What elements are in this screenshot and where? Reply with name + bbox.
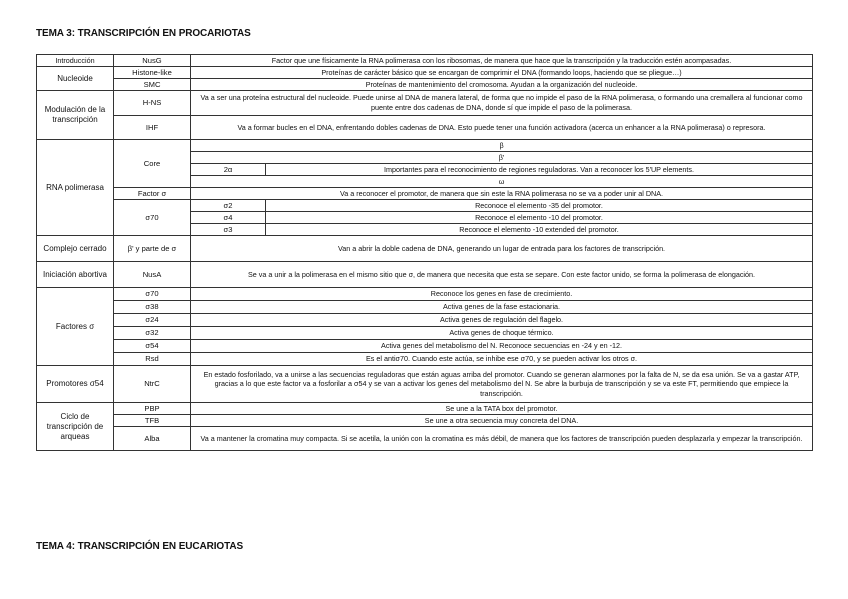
factor-cell: Rsd xyxy=(114,353,191,366)
table-row xyxy=(37,116,813,140)
factor-cell: σ24 xyxy=(114,314,191,327)
description-cell: Se une a la TATA box del promotor. xyxy=(191,403,813,415)
factor-cell: σ54 xyxy=(114,340,191,353)
factor-cell: NusA xyxy=(114,262,191,288)
subunit-cell: ω xyxy=(191,176,813,188)
section-cell: Complejo cerrado xyxy=(37,236,114,262)
section-cell: Introducción xyxy=(37,55,114,67)
factor-cell: σ70 xyxy=(114,288,191,301)
description-cell: Importantes para el reconocimiento de regiones reguladoras. Van a reconocer los 5'UP elements. xyxy=(266,164,813,176)
description-cell: Va a ser una proteína estructural del nucleoide. Puede unirse al DNA de manera lateral, de forma que no impide el paso de la RNA polimerasa, o formando una cremallera al funcionar como puente entre dos cadenas de DNA, donde sí que impide el paso de la polimerasa. xyxy=(191,91,813,116)
description-cell: Reconoce el elemento -35 del promotor. xyxy=(266,200,813,212)
table-row xyxy=(37,200,813,212)
table-row xyxy=(37,427,813,451)
table-row xyxy=(37,91,813,116)
table-row xyxy=(37,415,813,427)
table-row xyxy=(37,262,813,288)
subunit-cell: β xyxy=(191,140,813,152)
factor-cell: σ32 xyxy=(114,327,191,340)
table-row xyxy=(37,403,813,415)
factor-cell: NusG xyxy=(114,55,191,67)
description-cell: Va a formar bucles en el DNA, enfrentando dobles cadenas de DNA. Esto puede tener una función activadora (acerca un enhancer a la RNA polimerasa) o represora. xyxy=(191,116,813,140)
description-cell: Activa genes de la fase estacionaria. xyxy=(191,301,813,314)
transcription-table xyxy=(36,54,813,451)
description-cell: Proteínas de mantenimiento del cromosoma. Ayudan a la organización del nucleoide. xyxy=(191,79,813,91)
factor-cell: Alba xyxy=(114,427,191,451)
section-cell: Promotores σ54 xyxy=(37,366,114,403)
section-cell: RNA polimerasa xyxy=(37,140,114,236)
factor-cell: σ38 xyxy=(114,301,191,314)
description-cell: Factor que une físicamente la RNA polimerasa con los ribosomas, de manera que hace que la transcripción y la traducción estén acompasadas. xyxy=(191,55,813,67)
description-cell: Reconoce el elemento -10 del promotor. xyxy=(266,212,813,224)
table-row xyxy=(37,188,813,200)
factor-cell: PBP xyxy=(114,403,191,415)
description-cell: Se va a unir a la polimerasa en el mismo sitio que σ, de manera que necesita que esta se separe. Con este factor unido, se forma la polimerasa de elongación. xyxy=(191,262,813,288)
description-cell: Va a mantener la cromatina muy compacta. Si se acetila, la unión con la cromatina es más débil, de manera que los factores de transcripción pueden desplazarla y empezar la transcripción. xyxy=(191,427,813,451)
tema3-title: TEMA 3: TRANSCRIPCIÓN EN PROCARIOTAS xyxy=(36,28,251,39)
table-row xyxy=(37,55,813,67)
description-cell: Va a reconocer el promotor, de manera que sin este la RNA polimerasa no se va a poder unir al DNA. xyxy=(191,188,813,200)
section-cell: Iniciación abortiva xyxy=(37,262,114,288)
factor-cell: β' y parte de σ xyxy=(114,236,191,262)
factor-cell: IHF xyxy=(114,116,191,140)
table-row xyxy=(37,140,813,152)
subunit-cell: σ4 xyxy=(191,212,266,224)
factor-cell: Core xyxy=(114,140,191,188)
table-row xyxy=(37,67,813,79)
description-cell: Es el antiσ70. Cuando este actúa, se inhibe ese σ70, y se pueden activar los otros σ. xyxy=(191,353,813,366)
table-row xyxy=(37,340,813,353)
section-cell: Factores σ xyxy=(37,288,114,366)
factor-cell: NtrC xyxy=(114,366,191,403)
tema4-title: TEMA 4: TRANSCRIPCIÓN EN EUCARIOTAS xyxy=(36,541,244,552)
description-cell: Van a abrir la doble cadena de DNA, generando un lugar de entrada para los factores de transcripción. xyxy=(191,236,813,262)
table-row xyxy=(37,366,813,403)
table-row xyxy=(37,353,813,366)
table-row xyxy=(37,314,813,327)
section-cell: Modulación de la transcripción xyxy=(37,91,114,140)
factor-cell: σ70 xyxy=(114,200,191,236)
description-cell: Reconoce los genes en fase de crecimiento. xyxy=(191,288,813,301)
description-cell: Reconoce el elemento -10 extended del promotor. xyxy=(266,224,813,236)
description-cell: Se une a otra secuencia muy concreta del DNA. xyxy=(191,415,813,427)
factor-cell: TFB xyxy=(114,415,191,427)
table-row xyxy=(37,236,813,262)
table-row xyxy=(37,327,813,340)
subunit-cell: σ2 xyxy=(191,200,266,212)
description-cell: Activa genes de choque térmico. xyxy=(191,327,813,340)
section-cell: Nucleoide xyxy=(37,67,114,91)
factor-cell: Factor σ xyxy=(114,188,191,200)
table-row xyxy=(37,301,813,314)
description-cell: Proteínas de carácter básico que se encargan de comprimir el DNA (formando loops, haciendo que se pliegue…) xyxy=(191,67,813,79)
subunit-cell: σ3 xyxy=(191,224,266,236)
subunit-cell: 2α xyxy=(191,164,266,176)
section-cell: Ciclo de transcripción de arqueas xyxy=(37,403,114,451)
factor-cell: Histone-like xyxy=(114,67,191,79)
table-row xyxy=(37,79,813,91)
subunit-cell: β' xyxy=(191,152,813,164)
factor-cell: SMC xyxy=(114,79,191,91)
description-cell: Activa genes del metabolismo del N. Reconoce secuencias en -24 y en -12. xyxy=(191,340,813,353)
table-row xyxy=(37,288,813,301)
description-cell: En estado fosforilado, va a unirse a las secuencias reguladoras que están aguas arriba del promotor. Cuando se generan alarmones por la falta de N, se da esa unión. Se va a gastar ATP, gracias a lo que este factor va a fosforilar a σ54 y se van a activar los genes del metabolismo del N. Se abre la burbuja de transcripción y se va este FT, permitiendo que empiece la transcripción. xyxy=(191,366,813,403)
description-cell: Activa genes de regulación del flagelo. xyxy=(191,314,813,327)
factor-cell: H-NS xyxy=(114,91,191,116)
